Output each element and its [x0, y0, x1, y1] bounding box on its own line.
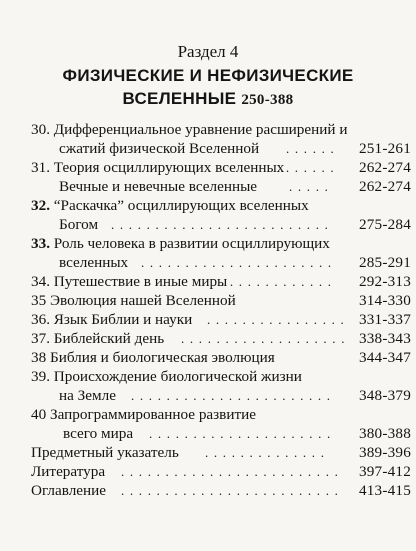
- entry-title: Предметный указатель: [31, 444, 179, 461]
- toc-entry-contents: [31, 481, 411, 500]
- page-number: 262-274: [358, 159, 411, 176]
- entry-title: 40 Запрограммированное развитие: [31, 406, 256, 423]
- dot-leader: . . . . . . .: [277, 160, 335, 175]
- dot-leader: . . . . . . . . . . . . .: [221, 274, 333, 289]
- toc-entry-33-line1: [31, 234, 411, 253]
- page-number: 389-396: [358, 444, 411, 461]
- page-number: 251-261: [358, 140, 411, 157]
- dot-leader: . . . . .: [289, 179, 330, 194]
- dot-leader: . . . . . . . . . . . . . .: [205, 445, 326, 460]
- toc-entry-37: [31, 329, 411, 348]
- page-number: 292-313: [358, 273, 411, 290]
- toc-entry-33-line2: [31, 253, 411, 272]
- dot-leader: . . . . . . . . . . . . . . . . . . .: [181, 331, 346, 346]
- page-number: 344-347: [358, 349, 411, 366]
- section-title-line1: ФИЗИЧЕСКИЕ И НЕФИЗИЧЕСКИЕ: [62, 66, 354, 85]
- toc-entry-39-line2: [31, 386, 411, 405]
- toc-entry-32-line2: [31, 215, 411, 234]
- toc-entry-39-line1: [31, 367, 411, 386]
- entry-title: [31, 196, 309, 215]
- section-label: Раздел 4: [177, 42, 239, 61]
- toc-entry-40-line1: [31, 405, 411, 424]
- toc-entry-40-line2: [31, 424, 411, 443]
- entry-title: 35 Эволюция нашей Вселенной: [31, 292, 236, 309]
- page-number: 380-388: [358, 425, 411, 442]
- page-number: 331-337: [358, 311, 411, 328]
- entry-title: всего мира: [63, 425, 134, 442]
- page-number: 348-379: [358, 387, 411, 404]
- section-title-word: ВСЕЛЕННЫЕ: [122, 89, 237, 108]
- toc-entry-38: [31, 348, 411, 367]
- entry-number: 32.: [31, 197, 50, 214]
- dot-leader: . . . . . . . . . . . . . . . . . . . . . . .: [131, 388, 332, 403]
- table-of-contents: [31, 120, 411, 500]
- dot-leader: . . . . . . . . . . . . . . . . . . . . . . . . .: [121, 464, 340, 479]
- section-title-line2: [0, 89, 416, 110]
- entry-text: Роль человека в развитии осциллирующих: [49, 235, 330, 252]
- entry-title: 37. Библейский день: [31, 330, 165, 347]
- page-number: 275-284: [358, 216, 411, 233]
- dot-leader: . . . . . . . . . . . . . . . .: [207, 312, 345, 327]
- entry-title: 36. Язык Библии и науки: [31, 311, 193, 328]
- entry-title: [31, 234, 330, 253]
- entry-title: Оглавление: [31, 482, 107, 499]
- dot-leader: . . . . . . . . . . . . . . . . . . . . .: [149, 426, 332, 441]
- toc-entry-index: [31, 443, 411, 462]
- entry-text: “Раскачка” осциллирующих вселенных: [49, 197, 309, 214]
- toc-entry-31-line1: [31, 158, 411, 177]
- page-number: 285-291: [358, 254, 411, 271]
- entry-title: 31. Теория осциллирующих вселенных: [31, 159, 285, 176]
- toc-entry-35: [31, 291, 411, 310]
- toc-entry-32-line1: [31, 196, 411, 215]
- page-number: 338-343: [358, 330, 411, 347]
- entry-title: 34. Путешествие в иные миры: [31, 273, 228, 290]
- entry-title: Вечные и невечные вселенные: [59, 178, 258, 195]
- toc-entry-34: [31, 272, 411, 291]
- page-number: 314-330: [358, 292, 411, 309]
- entry-title: сжатий физической Вселенной: [59, 140, 260, 157]
- dot-leader: . . . . . . . . . . . . . . . . . . . . . . . . .: [121, 483, 340, 498]
- entry-title: Богом: [59, 216, 99, 233]
- dot-leader: . . . . . .: [286, 141, 335, 156]
- entry-title: 39. Происхождение биологической жизни: [31, 368, 302, 385]
- toc-entry-36: [31, 310, 411, 329]
- dot-leader: . . . . . . . . . . . . . . . . . . . . . .: [141, 255, 333, 270]
- entry-title: вселенных: [59, 254, 129, 271]
- toc-entry-literature: [31, 462, 411, 481]
- entry-title: 30. Дифференциальное уравнение расширений и: [31, 121, 348, 138]
- toc-entry-30-line2: [31, 139, 411, 158]
- entry-title: Литература: [31, 463, 106, 480]
- toc-entry-31-line2: [31, 177, 411, 196]
- page-number: 413-415: [358, 482, 411, 499]
- entry-title: на Земле: [59, 387, 116, 404]
- toc-entry-30-line1: [31, 120, 411, 139]
- page-number: 397-412: [358, 463, 411, 480]
- dot-leader: . . . . . . . . . . . . . . . . . . . . . . . . .: [111, 217, 330, 232]
- entry-number: 33.: [31, 235, 50, 252]
- entry-title: 38 Библия и биологическая эволюция: [31, 349, 275, 366]
- section-page-range: 250-388: [241, 92, 294, 108]
- page-number: 262-274: [358, 178, 411, 195]
